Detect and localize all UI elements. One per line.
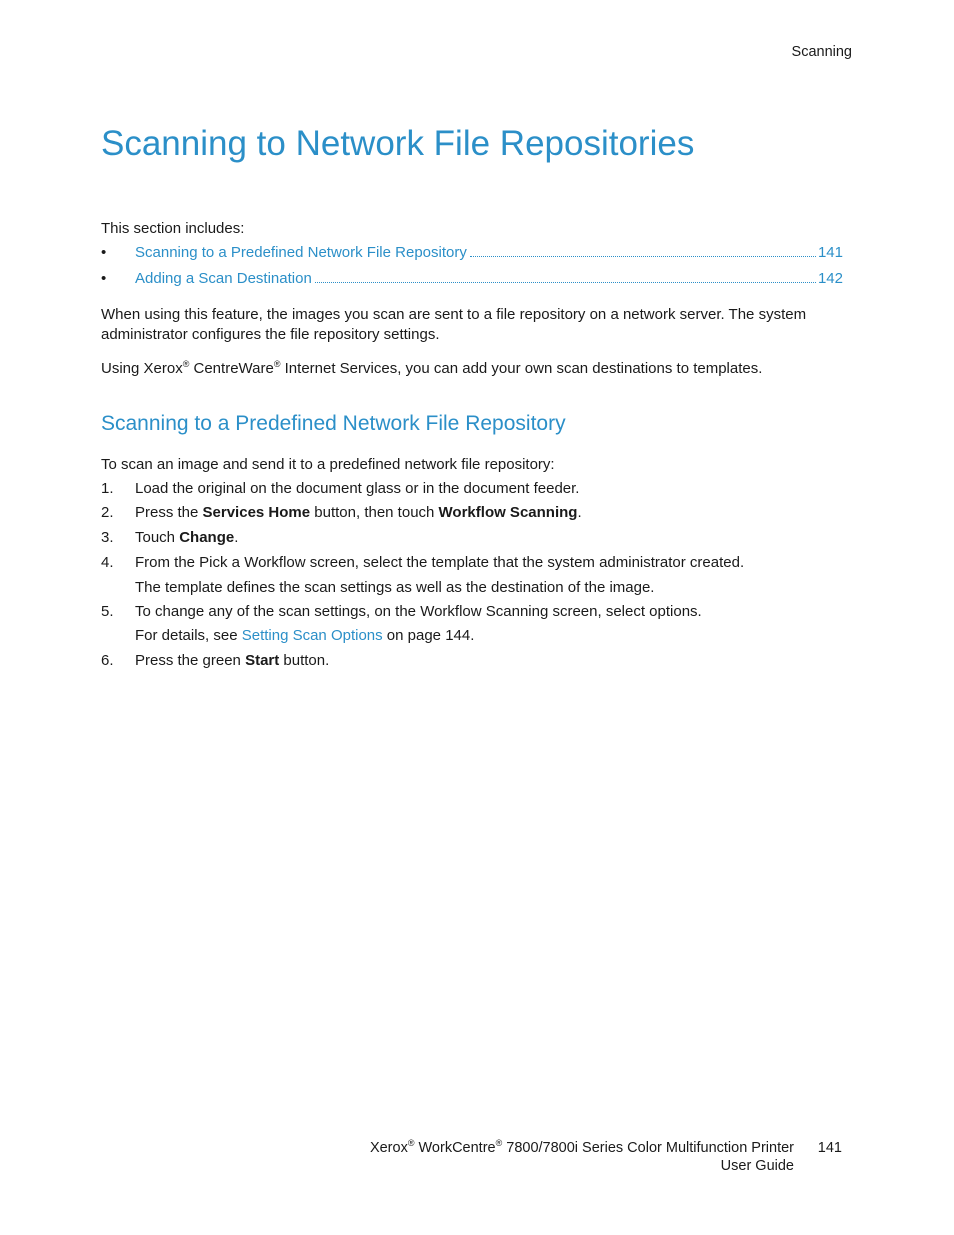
registered-mark: ® (273, 359, 281, 369)
toc-item[interactable] (101, 244, 843, 266)
step-item: 3. Touch Change. (101, 529, 239, 546)
toc-item[interactable] (101, 270, 843, 292)
registered-mark: ® (407, 1138, 415, 1149)
registered-mark: ® (182, 359, 190, 369)
step-item: 2. Press the Services Home button, then touch Workflow Scanning. (101, 504, 582, 521)
step-note: For details, see Setting Scan Options on page 144. (135, 627, 475, 644)
footer-guide: User Guide (720, 1158, 794, 1174)
registered-mark: ® (495, 1138, 503, 1149)
toc-leader (315, 282, 816, 283)
page-number: 141 (817, 1140, 842, 1156)
body-paragraph: When using this feature, the images you scan are sent to a file repository on a network server. The system administrator configures the file repository settings. (101, 306, 807, 343)
body-paragraph: Using Xerox® CentreWare® Internet Services, you can add your own scan destinations to templates. (101, 359, 763, 377)
toc-link[interactable]: Scanning to a Predefined Network File Repository (135, 244, 467, 261)
toc-page[interactable]: 142 (817, 270, 843, 287)
running-header: Scanning (791, 44, 852, 60)
step-item: 5. To change any of the scan settings, on the Workflow Scanning screen, select options. (101, 603, 702, 620)
toc-page[interactable]: 141 (817, 244, 843, 261)
bullet: • (101, 244, 107, 261)
cross-reference-link[interactable]: Setting Scan Options (241, 627, 383, 644)
step-item: 4. From the Pick a Workflow screen, select the template that the system administrator created. (101, 554, 745, 571)
steps-lead: To scan an image and send it to a predefined network file repository: (101, 456, 555, 473)
footer-product: Xerox® WorkCentre® 7800/7800i Series Color Multifunction Printer (369, 1138, 794, 1156)
toc-link[interactable]: Adding a Scan Destination (135, 270, 312, 287)
step-item: 1. Load the original on the document glass or in the document feeder. (101, 480, 580, 497)
step-item: 6. Press the green Start button. (101, 652, 330, 669)
section-heading: Scanning to a Predefined Network File Repository (101, 412, 566, 435)
step-note: The template defines the scan settings as well as the destination of the image. (135, 579, 655, 596)
intro-text: This section includes: (101, 220, 245, 237)
page-title: Scanning to Network File Repositories (101, 124, 695, 163)
bullet: • (101, 270, 107, 287)
toc-leader (470, 256, 816, 257)
